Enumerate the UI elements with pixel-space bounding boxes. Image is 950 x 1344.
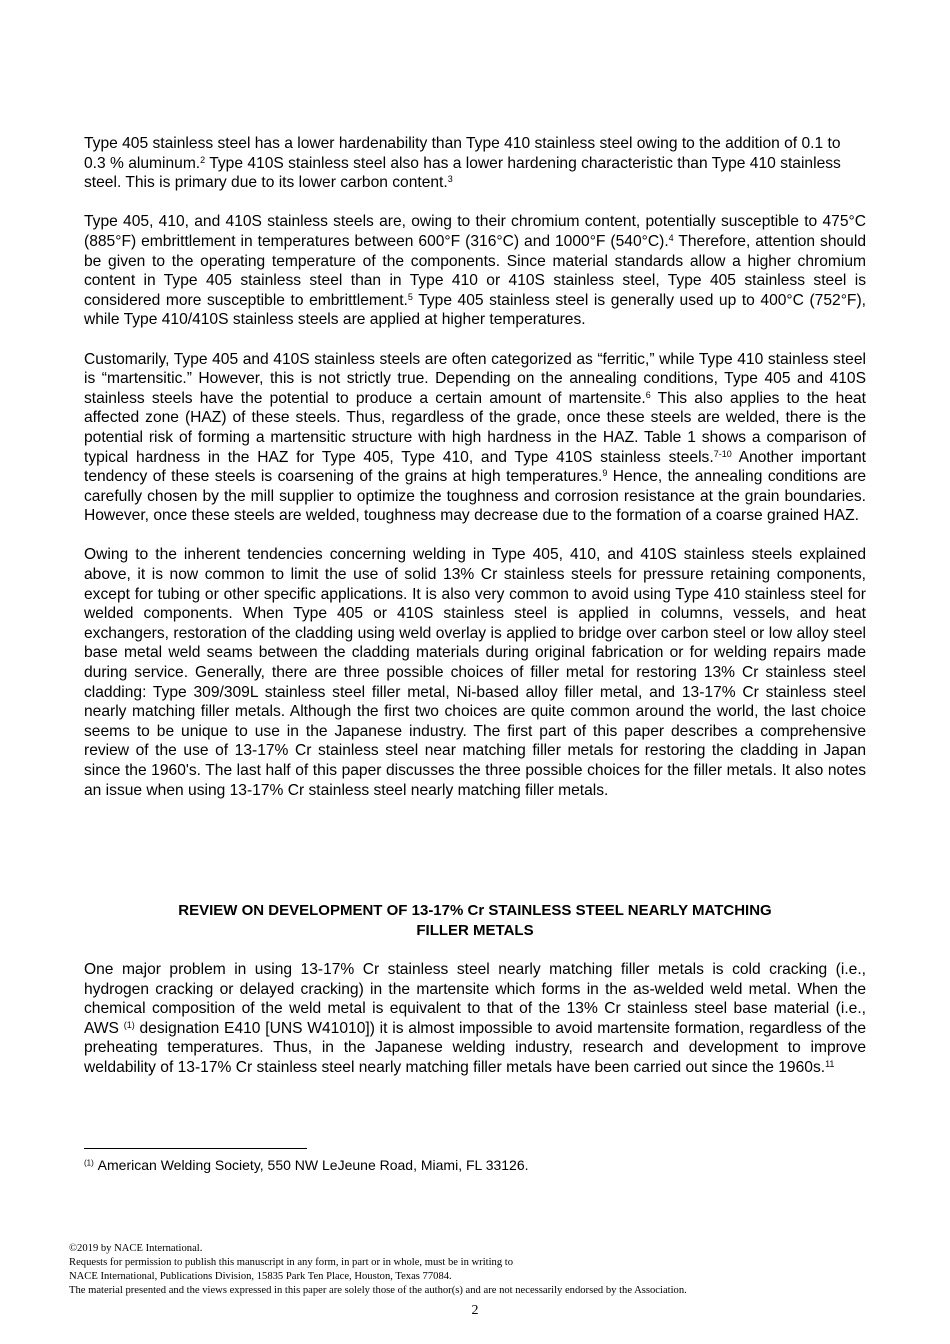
- copyright-notice: [69, 1242, 687, 1298]
- paragraph-1: Type 405 stainless steel has a lower hardenability than Type 410 stainless steel owing to the addition of 0.1 to 0.3 % aluminum.$^2$ Type 410S stainless steel also has a lower hardening characteristic than Type 410 stainless steel. This is primary due to its lower carbon content.$^3$: [84, 135, 841, 192]
- section-paragraph: One major problem in using 13-17% Cr stainless steel nearly matching filler metals is cold cracking (i.e., hydrogen cracking or delayed cracking) in the martensite which forms in the as-welded weld metal. When the chemical composition of the weld metal is equivalent to that of the 13% Cr stainless steel base material (i.e., AWS $^{(1)}$ designation E410 [UNS W41010]) it is almost impossible to avoid martensite formation, regardless of the preheating temperatures. Thus, in the Japanese welding industry, research and development to improve weldability of 13-17% Cr stainless steel nearly matching filler metals have been carried out since the 1960s.$^{11}$: [84, 961, 867, 1076]
- citation-ref: 5: [407, 291, 413, 302]
- paragraph-2: Type 405, 410, and 410S stainless steels are, owing to their chromium content, potentially susceptible to 475°C (885°F) embrittlement in temperatures between 600°F (316°C) and 1000°F (540°C).$^4$ Therefore, attention should be given to the operating temperature of the components. Since material standards allow a higher chromium content in Type 405 stainless steel than in Type 410 or 410S stainless steel, Type 405 stainless steel is considered more susceptible to embrittlement.$^5$ Type 405 stainless steel is generally used up to 400°C (752°F), while Type 410/410S stainless steels are applied at higher temperatures.: [84, 213, 866, 329]
- citation-ref: 3: [447, 174, 453, 185]
- footnote-divider: [84, 1148, 307, 1149]
- footnote-text: American Welding Society, 550 NW LeJeune Road, Miami, FL 33126.: [97, 1157, 529, 1173]
- copyright-line: ©2019 by NACE International.: [69, 1243, 203, 1254]
- citation-ref: 7-10: [713, 448, 732, 459]
- section-heading-line-2: FILLER METALS: [416, 921, 534, 939]
- section-heading: [84, 901, 866, 940]
- citation-ref: 2: [200, 154, 206, 165]
- citation-ref: 9: [602, 468, 608, 479]
- footnote: [84, 1157, 529, 1174]
- permission-line: Requests for permission to publish this manuscript in any form, in part or in whole, must be in writing to: [69, 1257, 514, 1268]
- disclaimer-line: The material presented and the views expressed in this paper are solely those of the author(s) and are not necessarily endorsed by the Association.: [69, 1285, 687, 1296]
- introduction-body: [84, 134, 866, 800]
- footnote-mark: (1): [84, 1158, 94, 1168]
- section-body: [84, 960, 866, 1078]
- citation-ref: 11: [825, 1059, 835, 1070]
- address-line: NACE International, Publications Division, 15835 Park Ten Place, Houston, Texas 77084.: [69, 1271, 452, 1282]
- citation-ref: 6: [645, 389, 651, 400]
- section-heading-line-1: REVIEW ON DEVELOPMENT OF 13-17% Cr STAINLESS STEEL NEARLY MATCHING: [178, 902, 772, 919]
- citation-ref: 4: [668, 233, 674, 244]
- footnote-ref: (1): [123, 1019, 135, 1030]
- paragraph-4: Owing to the inherent tendencies concerning welding in Type 405, 410, and 410S stainless steels explained above, it is now common to limit the use of solid 13% Cr stainless steels for pressure retaining components, except for tubing or other specific applications. It is also very common to avoid using Type 410 stainless steel for welded components. When Type 405 or 410S stainless steel is applied in columns, vessels, and heat exchangers, restoration of the cladding using weld overlay is applied to bridge over carbon steel or low alloy steel base metal weld seams between the cladding materials during original fabrication or for welding repairs made during service. Generally, there are three possible choices of filler metal for restoring 13% Cr stainless steel cladding: Type 309/309L stainless steel filler metal, Ni-based alloy filler metal, and 13-17% Cr stainless steel nearly matching filler metals. Although the first two choices are quite common around the world, the last choice seems to be unique to use in the Japanese industry. The first part of this paper describes a comprehensive review of the use of 13-17% Cr stainless steel near matching filler metals for restoring the cladding in Japan since the 1960's. The last half of this paper discusses the three possible choices for the filler metals. It also notes an issue when using 13-17% Cr stainless steel nearly matching filler metals.: [84, 546, 866, 799]
- page-number: 2: [471, 1303, 479, 1318]
- paragraph-3: Customarily, Type 405 and 410S stainless steels are often categorized as “ferritic,” while Type 410 stainless steel is “martensitic.” However, this is not strictly true. Depending on the annealing conditions, Type 405 and 410S stainless steels have the potential to produce a certain amount of martensite.$^6$ This also applies to the heat affected zone (HAZ) of these steels. Thus, regardless of the grade, once these steels are welded, there is the potential risk of forming a martensitic structure with high hardness in the HAZ. Table 1 shows a comparison of typical hardness in the HAZ for Type 405, Type 410, and Type 410S stainless steels.$^{7-10}$ Another important tendency of these steels is coarsening of the grains at high temperatures.$^9$ Hence, the annealing conditions are carefully chosen by the mill supplier to optimize the toughness and corrosion resistance at the grain boundaries. However, once these steels are welded, toughness may decrease due to the formation of a coarse grained HAZ.: [84, 350, 867, 525]
